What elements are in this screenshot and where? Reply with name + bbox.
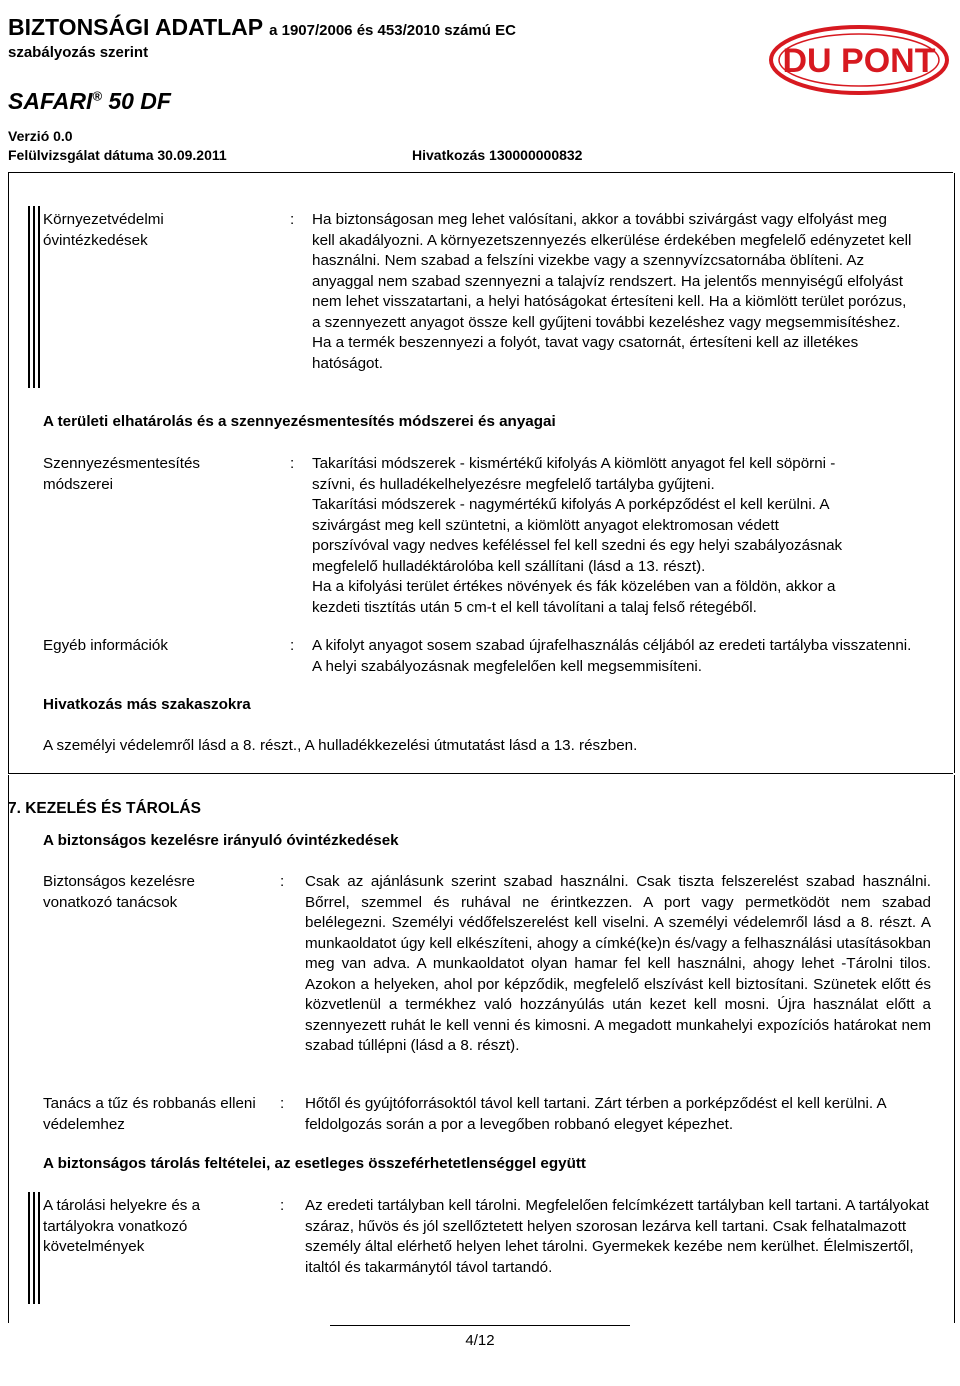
- env-label: Környezetvédelmi óvintézkedések: [43, 211, 164, 249]
- method-line: szívni, és hulladékelhelyezésre megfelelő tartályba gyűjteni.: [312, 475, 715, 493]
- method-text: [312, 454, 937, 618]
- containment-heading: A területi elhatárolás és a szennyezésmentesítés módszerei és anyagai: [43, 413, 556, 430]
- version: Verzió 0.0: [8, 128, 73, 144]
- logo-text: DU PONT: [782, 42, 936, 80]
- section-7-title: 7. KEZELÉS ÉS TÁROLÁS: [8, 800, 201, 817]
- method-line: Takarítási módszerek - nagymértékű kifolyás A porképződést el kell kerülni. A: [312, 496, 830, 513]
- colon: :: [290, 637, 295, 654]
- colon: :: [290, 455, 295, 472]
- change-bar: [28, 206, 30, 388]
- product-name: [8, 88, 171, 115]
- dupont-logo: [768, 24, 950, 96]
- colon: :: [290, 211, 295, 228]
- product-suffix: 50 DF: [108, 88, 171, 114]
- colon: :: [280, 1095, 285, 1112]
- storage-label: A tárolási helyekre és a tartályokra vonatkozó követelmények: [43, 1197, 201, 1255]
- handling-advice-text: Csak az ajánlásunk szerint szabad használni. Csak tiszta felszerelést szabad használni. Bőrrel, szemmel és ruhával ne érintkezzen. A port vagy permetködöt nem szabad belélegezni. Személyi védőfelszerelést kell viselni. A személyi védelemről lásd a 8. részt. A munkaoldatot úgy kell elkészíteni, ahogy a címké(ke)n és/vagy a felhasználási utasításokban meg van adva. A munkaoldatot olyan hamar fel kell használni, ahogy lehet -Tárolni tilos. Azokon a helyeken, ahol por képződik, megfelelő elszívást kell biztosítani. Szünetek előtt és közvetlenül a termékhez való hozzányúlás után kezet kell mosni. Újra használat előtt a szennyezett ruhát le kell venni és kimosni. A megadott munkahelyi expozíciós határokat nem szabad túllépni (lásd a 8. részt).: [305, 873, 931, 1054]
- fire-protection-text: Hőtől és gyújtóforrásoktól távol kell tartani. Zárt térben a porképződést el kell kerülni. A feldolgozás során a por a levegőben robbanó elegyet képezhet.: [305, 1095, 886, 1133]
- page-number: 4/12: [465, 1332, 495, 1349]
- method-line: megfelelő hulladéktárolóba kell szállítani (lásd a 13. részt).: [312, 557, 706, 575]
- change-bar: [28, 1192, 30, 1304]
- references-heading: Hivatkozás más szakaszokra: [43, 696, 251, 713]
- document-title: [8, 14, 516, 41]
- colon: :: [280, 873, 285, 890]
- change-bar: [33, 206, 35, 388]
- env-text: Ha biztonságosan meg lehet valósítani, akkor a további szivárgást vagy elfolyást meg kell akadályozni. A környezetszennyezés elkerülése érdekében megfelelő edényzetet kell használni. Nem szabad a felszíni vizekbe vagy a szennyvízcsatornába öblíteni. Az anyaggal nem szabad szennyezni a talajvíz rendszert. Ha jelentős mennyiségű elfolyást nem lehet visszatartani, a helyi hatóságokat értesíteni kell. Ha a kiömlött terület porózus, a szennyezett anyagot össze kell gyűjteni további kezeléshez vagy megsemmisítéshez. Ha a termék beszennyezi a folyót, tavat vagy csatornát, értesíteni kell az illetékes hatóságot.: [312, 211, 912, 372]
- change-bar: [38, 1192, 40, 1304]
- footer-rule: [330, 1325, 630, 1326]
- storage-heading: A biztonságos tárolás feltételei, az esetleges összeférhetetlenséggel együtt: [43, 1155, 586, 1172]
- document-subtitle: szabályozás szerint: [8, 44, 149, 61]
- handling-advice-label: Biztonságos kezelésre vonatkozó tanácsok: [43, 873, 195, 911]
- reference-number: Hivatkozás 130000000832: [412, 147, 583, 163]
- method-line: Ha a kifolyási terület értékes növények és fák közelében van a földön, akkor a: [312, 578, 836, 595]
- regulation-text: a 1907/2006 és 453/2010 számú EC: [269, 22, 516, 39]
- method-line: szivárgást meg kell szüntetni, a kiömlött anyagot elektromosan védett: [312, 516, 779, 534]
- colon: :: [280, 1197, 285, 1214]
- references-text: A személyi védelemről lásd a 8. részt., A hulladékkezelési útmutatást lásd a 13. részben.: [43, 737, 638, 754]
- fire-protection-label: Tanács a tűz és robbanás elleni védelemhez: [43, 1095, 256, 1133]
- method-label: Szennyezésmentesítés módszerei: [43, 455, 201, 493]
- product-title: SAFARI: [8, 88, 93, 114]
- storage-text: Az eredeti tartályban kell tárolni. Megfelelően felcímkézett tartályban kell tartani. A tartályokat száraz, hűvös és jól szellőztetett helyen szorosan lezárva kell tartani. Csak felhatalmazott személy által elérhető helyen lehet tárolni. Gyermekek kezébe nem kerülhet. Élelmiszertől, italtól és takarmánytól távol tartandó.: [305, 1197, 929, 1276]
- other-info-label: Egyéb információk: [43, 637, 168, 654]
- method-line: Takarítási módszerek - kismértékű kifolyás A kiömlött anyagot fel kell söpörni -: [312, 455, 836, 472]
- other-info-text: A kifolyt anyagot sosem szabad újrafelhasználás céljából az eredeti tartályba visszatenni. A helyi szabályozásnak megfelelően kell megsemmisíteni.: [312, 637, 912, 675]
- registered-mark: ®: [92, 88, 102, 104]
- method-line: porszívóval vagy nedves keféléssel fel kell szedni és egy helyi szabályozásnak: [312, 537, 843, 554]
- change-bar: [33, 1192, 35, 1304]
- section-divider: [8, 773, 953, 774]
- method-line: kezdeti tisztítás után 5 cm-t el kell távolítani a talaj felső rétegéből.: [312, 598, 757, 616]
- revision-date: Felülvizsgálat dátuma 30.09.2011: [8, 147, 227, 163]
- title-text: BIZTONSÁGI ADATLAP: [8, 14, 263, 40]
- change-bar: [38, 206, 40, 388]
- handling-heading: A biztonságos kezelésre irányuló óvintézkedések: [43, 832, 399, 849]
